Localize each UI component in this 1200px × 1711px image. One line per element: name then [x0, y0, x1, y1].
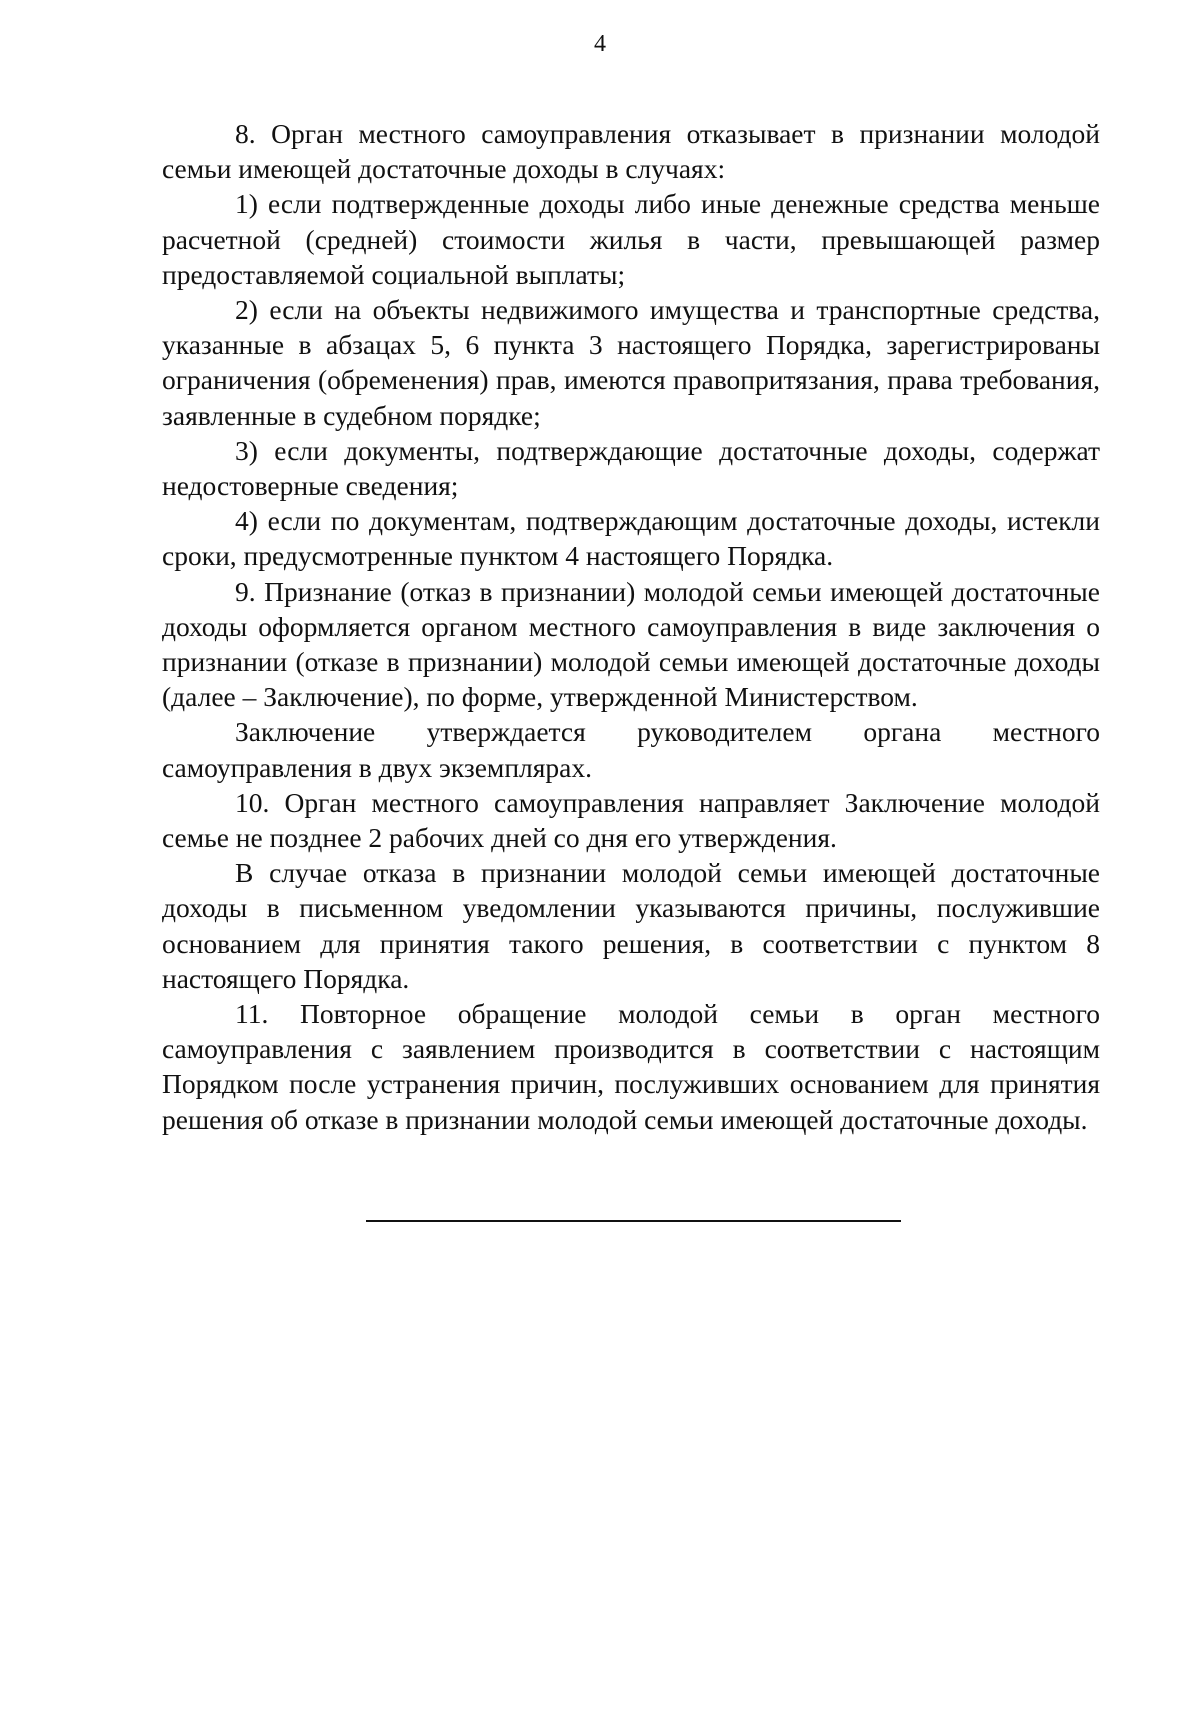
paragraph-9-approval: Заключение утверждается руководителем органа местного самоуправления в двух экземплярах. — [162, 716, 1100, 783]
paragraph-8-item-1: 1) если подтвержденные доходы либо иные денежные средства меньше расчетной (средней) стоимости жилья в части, превышающей размер предоставляемой социальной выплаты; — [162, 188, 1100, 290]
page-number: 4 — [594, 31, 606, 57]
paragraph-8-item-3: 3) если документы, подтверждающие достаточные доходы, содержат недостоверные сведения; — [162, 434, 1100, 502]
paragraph-11: 11. Повторное обращение молодой семьи в орган местного самоуправления с заявлением производится в соответствии с настоящим Порядком после устранения причин, послуживших основанием для принятия решения об отказе в признании молодой семьи имеющей достаточные доходы. — [162, 998, 1100, 1135]
paragraph-9: 9. Признание (отказ в признании) молодой семьи имеющей достаточные доходы оформляется органом местного самоуправления в виде заключения о признании (отказе в признании) молодой семьи имеющей достаточные доходы (далее – Заключение), по форме, утвержденной Министерством. — [162, 575, 1100, 713]
paragraph-8-intro: 8. Орган местного самоуправления отказывает в признании молодой семьи имеющей достаточные доходы в случаях: — [162, 118, 1100, 185]
paragraph-8-item-2: 2) если на объекты недвижимого имущества и транспортные средства, указанные в абзацах 5, 6 пункта 3 настоящего Порядка, зарегистрированы ограничения (обременения) прав, имеются правопритязания, права требования, заявленные в судебном порядке; — [162, 294, 1100, 431]
paragraph-10-refusal: В случае отказа в признании молодой семьи имеющей достаточные доходы в письменном уведомлении указываются причины, послужившие основанием для принятия такого решения, в соответствии с пунктом 8 настоящего Порядка. — [162, 857, 1100, 994]
paragraph-8-item-4: 4) если по документам, подтверждающим достаточные доходы, истекли сроки, предусмотренные пунктом 4 настоящего Порядка. — [162, 505, 1100, 572]
document-body — [162, 116, 1100, 1137]
end-separator-line — [366, 1220, 901, 1222]
paragraph-10: 10. Орган местного самоуправления направляет Заключение молодой семье не позднее 2 рабочих дней со дня его утверждения. — [162, 786, 1100, 854]
